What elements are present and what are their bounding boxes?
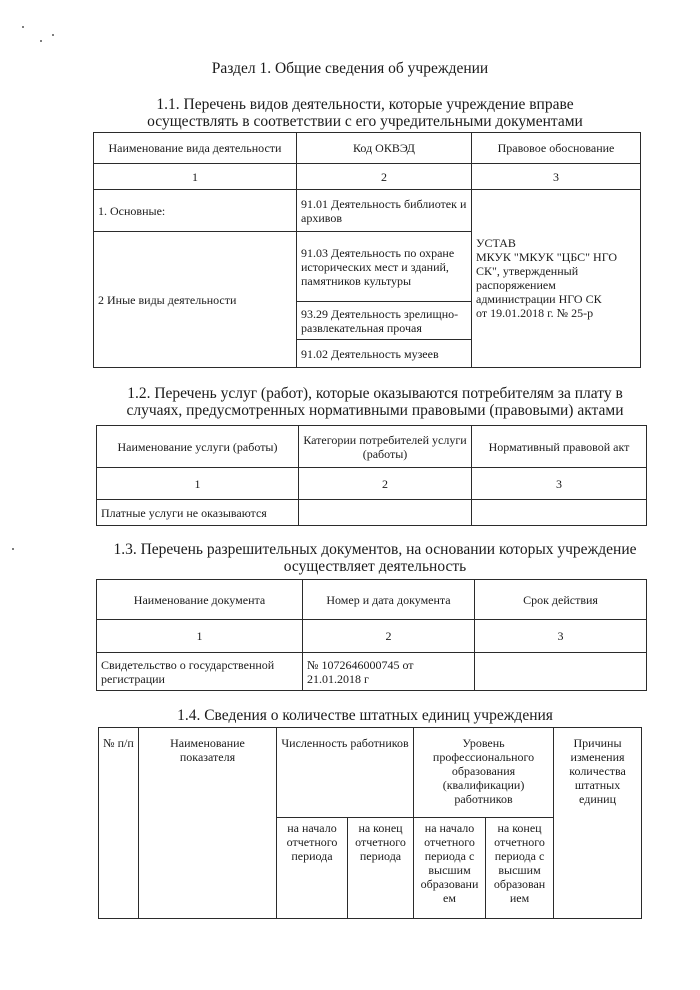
header-normative-act: Нормативный правовой акт bbox=[472, 426, 647, 468]
header-document-name: Наименование документа bbox=[97, 580, 303, 620]
column-number: 3 bbox=[472, 164, 641, 190]
s12-title-line1: 1.2. Перечень услуг (работ), которые оказываются потребителям за плату в bbox=[127, 385, 623, 402]
empty-cell bbox=[472, 500, 647, 526]
s11-title bbox=[80, 96, 650, 130]
empty-cell bbox=[299, 500, 472, 526]
legal-basis-line: УСТАВ bbox=[476, 236, 516, 250]
s12-title bbox=[70, 385, 680, 419]
s13-title-line2: осуществляет деятельность bbox=[283, 558, 467, 575]
header-okved: Код ОКВЭД bbox=[297, 133, 472, 164]
column-number: 1 bbox=[94, 164, 297, 190]
column-number: 1 bbox=[97, 468, 299, 500]
column-number: 2 bbox=[303, 620, 475, 653]
header-legal-basis: Правовое обоснование bbox=[472, 133, 641, 164]
activities-table bbox=[93, 132, 641, 368]
section-title: Раздел 1. Общие сведения об учреждении bbox=[211, 60, 489, 77]
legal-basis-line: от 19.01.2018 г. № 25-р bbox=[476, 306, 594, 320]
sub-header-start-higher-ed: на начало отчетного периода с высшим образовани ем bbox=[414, 818, 486, 919]
column-number: 1 bbox=[97, 620, 303, 653]
legal-basis-line: СК", утвержденный bbox=[476, 264, 579, 278]
header-staff-count: Численность работников bbox=[277, 728, 414, 818]
staff-table bbox=[98, 727, 642, 919]
okved-code: 91.02 Деятельность музеев bbox=[297, 340, 472, 368]
header-consumer-categories: Категории потребителей услуги (работы) bbox=[299, 426, 472, 468]
header-service-name: Наименование услуги (работы) bbox=[97, 426, 299, 468]
scan-speck bbox=[22, 26, 24, 28]
header-activity-name: Наименование вида деятельности bbox=[94, 133, 297, 164]
main-activities-label: 1. Основные: bbox=[94, 190, 297, 232]
header-change-reasons: Причины изменения количества штатных единиц bbox=[554, 728, 642, 919]
document-number: № 1072646000745 от 21.01.2018 г bbox=[303, 653, 475, 691]
legal-basis-cell bbox=[472, 190, 641, 368]
scan-speck bbox=[12, 548, 14, 550]
header-indicator-name: Наименование показателя bbox=[139, 728, 277, 919]
header-validity: Срок действия bbox=[475, 580, 647, 620]
okved-code: 93.29 Деятельность зрелищно-развлекательная прочая bbox=[297, 302, 472, 340]
legal-basis-line: МКУК "МКУК "ЦБС" НГО bbox=[476, 250, 618, 264]
service-row-name: Платные услуги не оказываются bbox=[97, 500, 299, 526]
scan-speck bbox=[52, 34, 54, 36]
scan-speck bbox=[40, 40, 42, 42]
okved-code: 91.01 Деятельность библиотек и архивов bbox=[297, 190, 472, 232]
empty-cell bbox=[475, 653, 647, 691]
s14-title: 1.4. Сведения о количестве штатных единиц учреждения bbox=[177, 707, 553, 724]
column-number: 3 bbox=[475, 620, 647, 653]
permits-table bbox=[96, 579, 647, 691]
okved-code: 91.03 Деятельность по охране исторических мест и зданий, памятников культуры bbox=[297, 232, 472, 302]
column-number: 2 bbox=[297, 164, 472, 190]
s11-title-line2: осуществлять в соответствии с его учредительными документами bbox=[147, 113, 583, 130]
header-document-number-date: Номер и дата документа bbox=[303, 580, 475, 620]
sub-header-end-count: на конец отчетного периода bbox=[348, 818, 414, 919]
services-table bbox=[96, 425, 647, 526]
s11-title-line1: 1.1. Перечень видов деятельности, которые учреждение вправе bbox=[156, 96, 574, 113]
s12-title-line2: случаях, предусмотренных нормативными правовыми (правовыми) актами bbox=[126, 402, 624, 419]
s13-title bbox=[70, 541, 680, 575]
column-number: 3 bbox=[472, 468, 647, 500]
s13-title-line1: 1.3. Перечень разрешительных документов, на основании которых учреждение bbox=[113, 541, 637, 558]
header-row-number: № п/п bbox=[99, 728, 139, 919]
column-number: 2 bbox=[299, 468, 472, 500]
legal-basis-line: распоряжением bbox=[476, 278, 556, 292]
sub-header-end-higher-ed: на конец отчетного периода с высшим образован ием bbox=[486, 818, 554, 919]
legal-basis-line: администрации НГО СК bbox=[476, 292, 602, 306]
sub-header-start-count: на начало отчетного периода bbox=[277, 818, 348, 919]
other-activities-label: 2 Иные виды деятельности bbox=[94, 232, 297, 368]
header-education-level: Уровень профессионального образования (квалификации) работников bbox=[414, 728, 554, 818]
document-name: Свидетельство о государственной регистрации bbox=[97, 653, 303, 691]
